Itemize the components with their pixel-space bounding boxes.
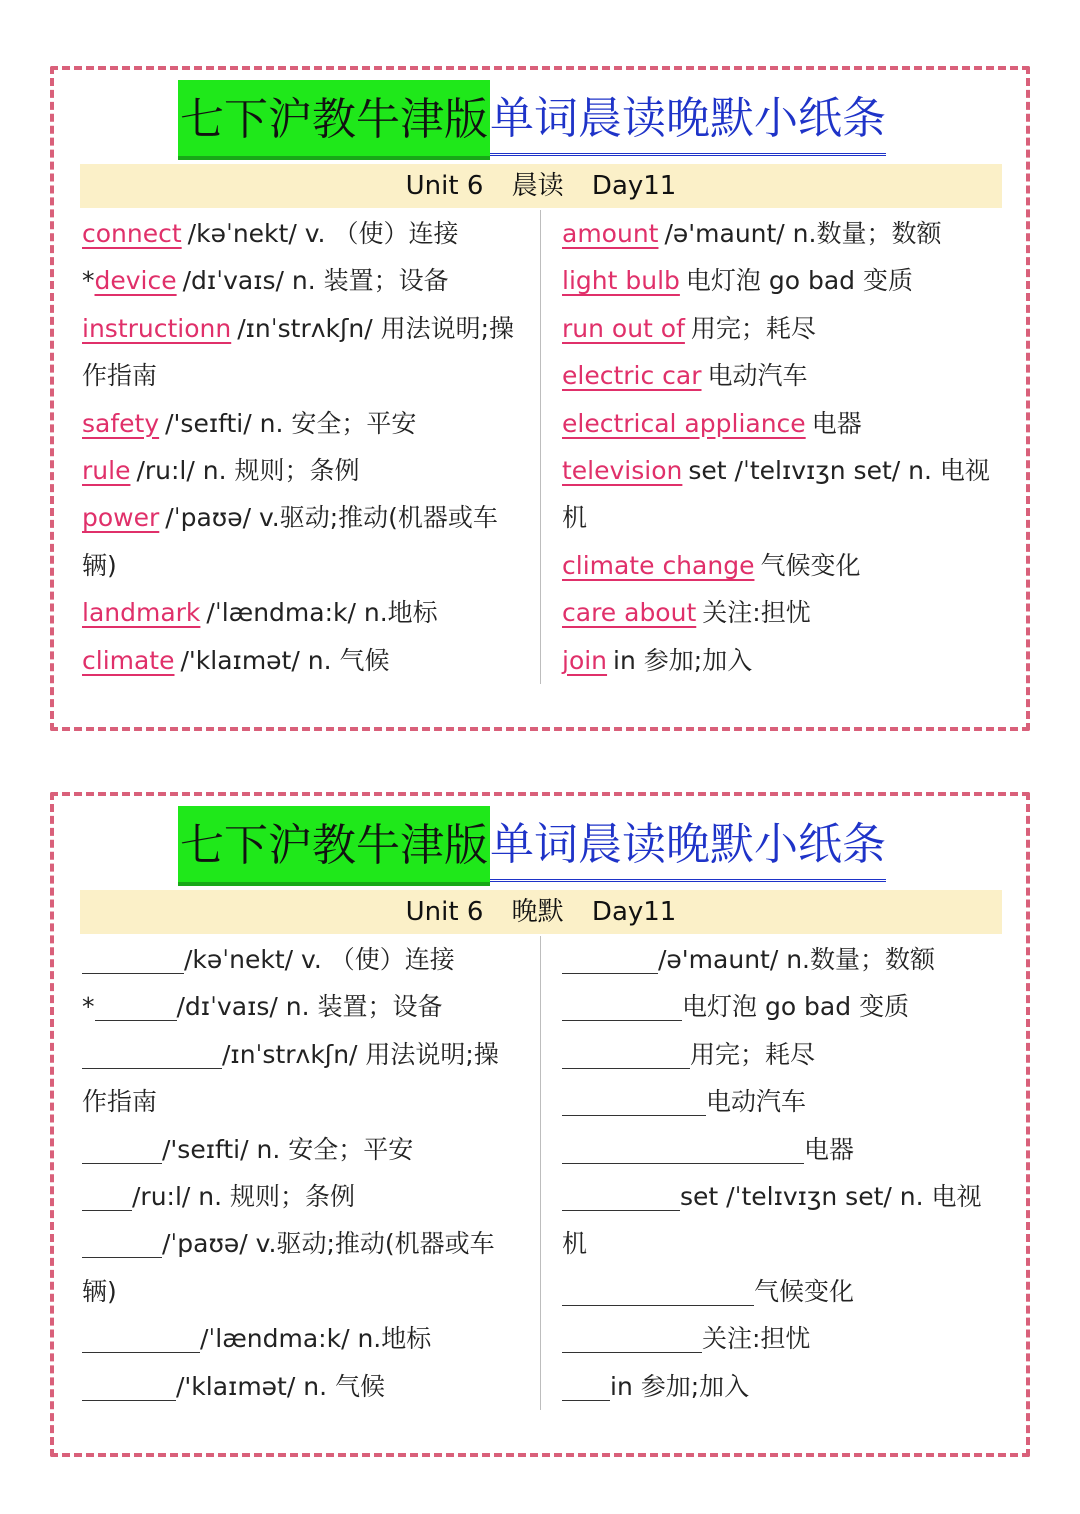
- vocab-definition: 作指南: [82, 361, 158, 391]
- vocab-definition: 机: [562, 1229, 588, 1259]
- card-title: [178, 80, 886, 160]
- vocab-definition: /kəˈnekt/ v. （使）连接: [187, 219, 459, 248]
- vocab-word: connect: [82, 219, 182, 248]
- vocab-word: electric car: [562, 361, 702, 391]
- vocab-word: power: [82, 503, 160, 533]
- asterisk-marker: *: [82, 266, 95, 296]
- fill-in-blank: [562, 988, 682, 1021]
- vocab-line: [562, 936, 1002, 983]
- fill-in-blank: [82, 1320, 200, 1353]
- vocab-definition: 作指南: [82, 1087, 158, 1117]
- vocab-line: [562, 1268, 1002, 1315]
- vocab-definition: 电灯泡 go bad 变质: [682, 992, 910, 1022]
- vocab-line: [82, 494, 522, 541]
- title-blue-part: 单词晨读晚默小纸条: [490, 80, 886, 156]
- session-label: 晚默: [511, 897, 564, 927]
- vocab-definition: 电动汽车: [706, 1087, 807, 1117]
- vocab-word: rule: [82, 455, 131, 485]
- vocab-line: [562, 447, 1002, 494]
- vocab-definition: /ru:l/ n. 规则；条例: [136, 455, 360, 485]
- vocab-line: [82, 1031, 522, 1078]
- day-label: Day11: [591, 897, 677, 927]
- vocab-definition: 气候变化: [760, 550, 861, 580]
- vocab-line: [82, 257, 522, 304]
- vocab-definition: /ru:l/ n. 规则；条例: [132, 1181, 356, 1211]
- vocab-line: [82, 352, 522, 399]
- vocab-definition: /ə'maunt/ n.数量；数额: [658, 945, 936, 974]
- vocab-definition: /ɪnˈstrʌkʃn/ 用法说明;操: [222, 1039, 499, 1069]
- left-column: [82, 936, 522, 1410]
- vocab-line: [82, 637, 522, 684]
- vocab-definition: /dɪˈvaɪs/ n. 装置；设备: [182, 266, 449, 296]
- vocab-word: join: [562, 645, 608, 675]
- vocab-line: [82, 983, 522, 1030]
- vocab-line: [562, 1126, 1002, 1173]
- vocab-line: [82, 1220, 522, 1267]
- vocab-line: [82, 1173, 522, 1220]
- fill-in-blank: [562, 1131, 804, 1164]
- asterisk-marker: *: [82, 992, 95, 1022]
- vocab-definition: 关注:担忧: [702, 1324, 811, 1354]
- vocab-line: [562, 1031, 1002, 1078]
- fill-in-blank: [562, 1083, 706, 1116]
- vocab-line: [82, 1268, 522, 1315]
- vocab-definition: set /ˈtelɪvɪʒn set/ n. 电视: [680, 1181, 982, 1211]
- vocab-line: [562, 1363, 1002, 1410]
- vocab-definition: 辆): [82, 1276, 117, 1306]
- vocab-line: [562, 352, 1002, 399]
- vocab-line: [562, 400, 1002, 447]
- vocab-definition: /'seɪfti/ n. 安全；平安: [165, 408, 417, 438]
- title-blue-part: 单词晨读晚默小纸条: [490, 806, 886, 882]
- unit-label: Unit 6: [405, 171, 484, 201]
- vocab-line: [562, 257, 1002, 304]
- vocab-line: [82, 589, 522, 636]
- fill-in-blank: [82, 941, 184, 974]
- vocab-definition: /kəˈnekt/ v. （使）连接: [184, 945, 455, 974]
- vocab-line: [562, 1173, 1002, 1220]
- vocab-definition: set /ˈtelɪvɪʒn set/ n. 电视: [688, 455, 990, 485]
- vocab-definition: /ˈlændma:k/ n.地标: [200, 1324, 432, 1354]
- title-green-part: 七下沪教牛津版: [178, 806, 490, 886]
- right-column: [562, 936, 1002, 1410]
- vocab-definition: 辆): [82, 550, 117, 580]
- left-column: [82, 210, 522, 684]
- vocab-definition: 电灯泡 go bad 变质: [685, 266, 913, 296]
- vocab-definition: /ˈlændma:k/ n.地标: [206, 598, 438, 628]
- vocab-line: [82, 936, 522, 983]
- vocab-definition: 电动汽车: [707, 361, 808, 391]
- vocab-word: television: [562, 455, 683, 485]
- unit-band: [80, 890, 1002, 934]
- fill-in-blank: [82, 1225, 162, 1258]
- vocab-definition: 气候变化: [754, 1276, 855, 1306]
- vocab-card-evening: [50, 792, 1030, 1457]
- vocab-definition: /'seɪfti/ n. 安全；平安: [162, 1134, 414, 1164]
- vocab-line: [82, 1315, 522, 1362]
- fill-in-blank: [82, 1131, 162, 1164]
- vocab-line: [562, 1220, 1002, 1267]
- vocab-card-morning: [50, 66, 1030, 731]
- fill-in-blank: [82, 1178, 132, 1211]
- vocab-word: landmark: [82, 598, 201, 628]
- vocab-word: amount: [562, 219, 659, 248]
- column-divider: [540, 210, 541, 684]
- session-label: 晨读: [511, 171, 564, 201]
- vocab-definition: 用完；耗尽: [690, 1039, 816, 1069]
- vocab-definition: /ɪnˈstrʌkʃn/ 用法说明;操: [237, 313, 515, 343]
- vocab-word: care about: [562, 598, 697, 628]
- vocab-word: device: [94, 266, 177, 296]
- fill-in-blank: [95, 988, 177, 1021]
- day-label: Day11: [591, 171, 677, 201]
- vocab-line: [562, 589, 1002, 636]
- vocab-line: [562, 494, 1002, 541]
- vocab-word: climate change: [562, 550, 755, 580]
- vocab-line: [562, 1078, 1002, 1125]
- vocab-line: [82, 210, 522, 257]
- vocab-definition: /ˈpaʊə/ v.驱动;推动(机器或车: [162, 1229, 495, 1259]
- fill-in-blank: [562, 1036, 690, 1069]
- vocab-definition: 机: [562, 503, 588, 533]
- vocab-line: [82, 447, 522, 494]
- vocab-line: [82, 542, 522, 589]
- fill-in-blank: [562, 1320, 702, 1353]
- vocab-definition: /'klaɪmət/ n. 气候: [180, 645, 390, 675]
- vocab-word: light bulb: [562, 266, 680, 296]
- fill-in-blank: [562, 1368, 610, 1401]
- vocab-word: instructionn: [82, 313, 232, 343]
- vocab-definition: /ˈpaʊə/ v.驱动;推动(机器或车: [165, 503, 498, 533]
- vocab-word: safety: [82, 408, 160, 438]
- unit-label: Unit 6: [405, 897, 484, 927]
- vocab-line: [82, 400, 522, 447]
- vocab-line: [562, 210, 1002, 257]
- vocab-word: climate: [82, 645, 175, 675]
- fill-in-blank: [82, 1368, 176, 1401]
- vocab-line: [82, 1078, 522, 1125]
- fill-in-blank: [82, 1036, 222, 1069]
- unit-band: [80, 164, 1002, 208]
- vocab-line: [562, 983, 1002, 1030]
- fill-in-blank: [562, 941, 658, 974]
- fill-in-blank: [562, 1178, 680, 1211]
- vocab-definition: 电器: [811, 408, 862, 438]
- right-column: [562, 210, 1002, 684]
- vocab-line: [562, 637, 1002, 684]
- vocab-line: [562, 1315, 1002, 1362]
- vocab-line: [82, 1126, 522, 1173]
- vocab-line: [562, 305, 1002, 352]
- card-title: [178, 806, 886, 886]
- vocab-definition: 电器: [804, 1134, 855, 1164]
- vocab-word: electrical appliance: [562, 408, 806, 438]
- vocab-line: [562, 542, 1002, 589]
- vocab-definition: 用完；耗尽: [690, 313, 816, 343]
- fill-in-blank: [562, 1273, 754, 1306]
- vocab-word: run out of: [562, 313, 685, 343]
- vocab-definition: /ə'maunt/ n.数量；数额: [664, 219, 942, 248]
- title-green-part: 七下沪教牛津版: [178, 80, 490, 160]
- vocab-definition: 关注:担忧: [702, 598, 811, 628]
- vocab-definition: /dɪˈvaɪs/ n. 装置；设备: [176, 992, 443, 1022]
- vocab-definition: /'klaɪmət/ n. 气候: [176, 1371, 385, 1401]
- vocab-definition: in 参加;加入: [610, 1371, 750, 1401]
- vocab-line: [82, 1363, 522, 1410]
- vocab-line: [82, 305, 522, 352]
- column-divider: [540, 936, 541, 1410]
- vocab-definition: in 参加;加入: [613, 645, 753, 675]
